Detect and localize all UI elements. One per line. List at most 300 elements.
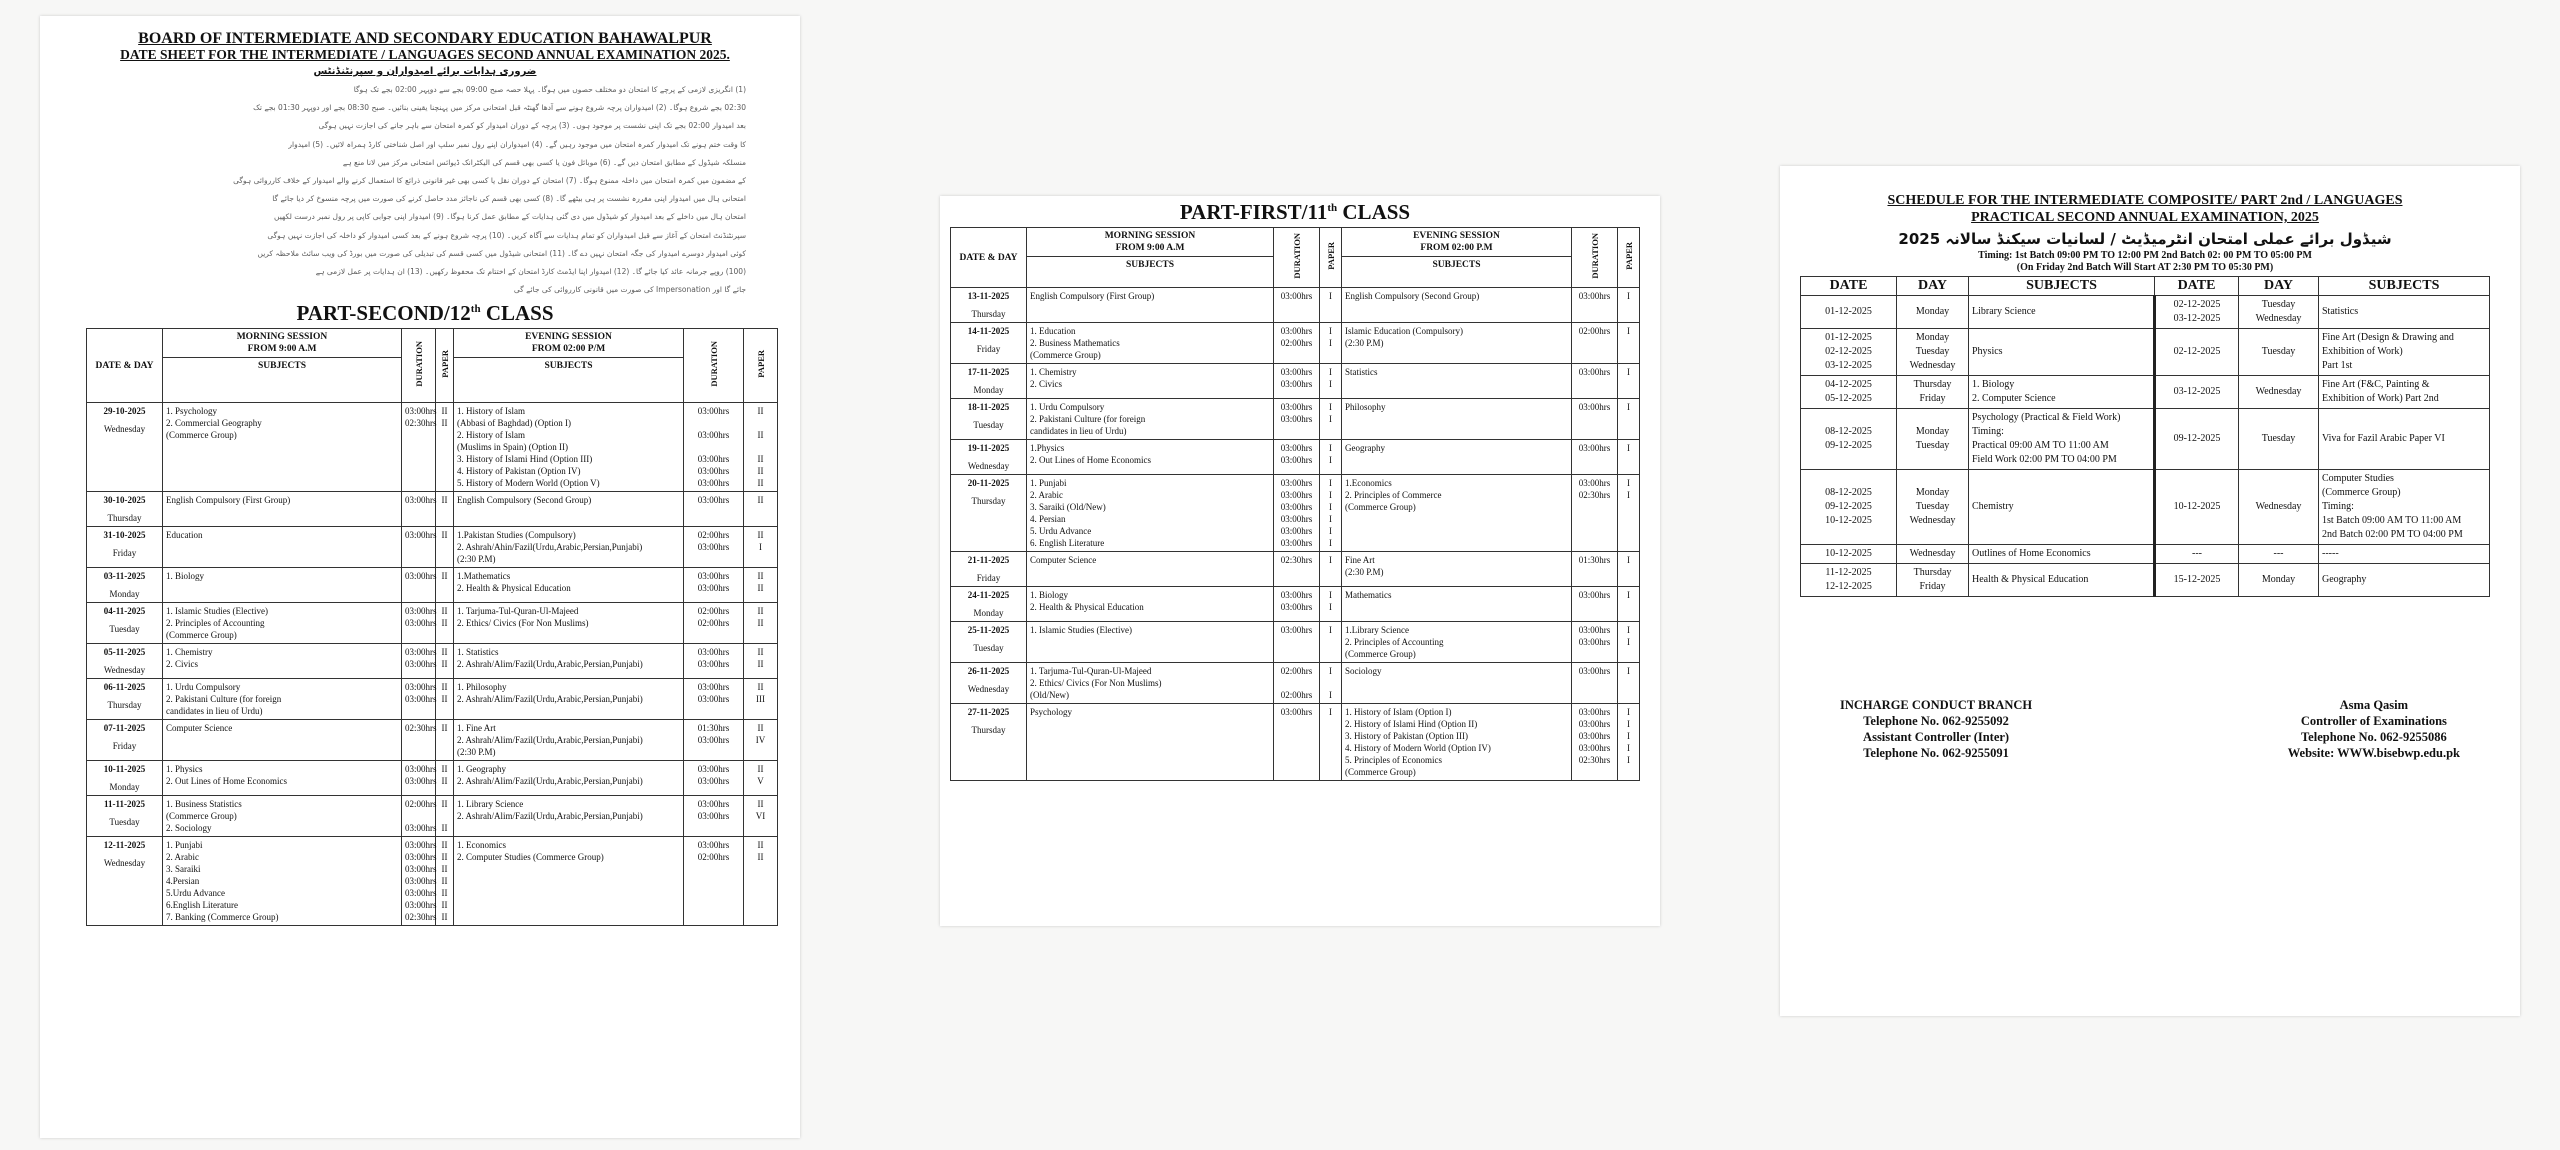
subjects-header: SUBJECTS <box>163 358 402 403</box>
day-cell: Wednesday <box>2239 376 2319 409</box>
morning-paper: II II <box>436 603 454 644</box>
subject-cell: Fine Art (F&C, Painting & Exhibition of Work) Part 2nd <box>2319 376 2490 409</box>
subject-cell: Geography <box>2319 564 2490 597</box>
exam-day: Tuesday <box>973 643 1004 653</box>
table-row <box>87 527 778 568</box>
practical-schedule-page <box>1780 166 2520 1016</box>
table-row <box>87 644 778 679</box>
exam-day: Tuesday <box>109 624 140 635</box>
evening-subjects: 1. Fine Art 2. Ashrah/Alim/Fazil(Urdu,Arabic,Persian,Punjabi) (2:30 P.M) <box>454 720 684 761</box>
evening-duration: 03:00hrs <box>1572 399 1618 440</box>
footer-line: INCHARGE CONDUCT BRANCH <box>1840 698 2033 712</box>
instruction-line: کوئی امیدوار دوسرے امیدوار کی جگہ امتحان نہیں دے گا۔ (11) امتحانی شیڈول میں کسی قسم کی تبدیلی کی صورت میں بورڈ کی ویب سائٹ ملاحظہ کریں <box>257 248 746 258</box>
incharge-conduct-branch <box>1840 697 2032 761</box>
subjects-header: SUBJECTS <box>454 358 684 403</box>
table-row <box>87 403 778 492</box>
date-cell: 01-12-2025 <box>1801 296 1897 329</box>
exam-date: 25-11-2025 <box>967 625 1010 635</box>
batch-timing: Timing: 1st Batch 09:00 PM TO 12:00 PM 2nd Batch 02: 00 PM TO 05:00 PM <box>1978 250 2312 261</box>
date-cell <box>951 704 1027 781</box>
part-first-table <box>950 227 1640 781</box>
morning-paper: II II <box>436 796 454 837</box>
column-header: DAY <box>2239 277 2319 296</box>
date-cell: --- <box>2155 545 2239 564</box>
exam-date: 29-10-2025 <box>103 406 146 417</box>
morning-duration: 03:00hrs 03:00hrs <box>402 761 436 796</box>
day-cell: Monday <box>1897 296 1969 329</box>
morning-subjects: 1. Physics 2. Out Lines of Home Economics <box>163 761 402 796</box>
evening-subjects: 1.Library Science 2. Principles of Accounting (Commerce Group) <box>1342 622 1572 663</box>
exam-date: 13-11-2025 <box>967 291 1010 301</box>
morning-paper: I <box>1320 704 1342 781</box>
date-cell: 09-12-2025 <box>2155 409 2239 470</box>
morning-subjects: 1. Punjabi 2. Arabic 3. Saraiki 4.Persian 5.Urdu Advance 6.English Literature 7. Banking (Commerce Group) <box>163 837 402 926</box>
schedule-title-line2: PRACTICAL SECOND ANNUAL EXAMINATION, 2025 <box>1971 210 2319 225</box>
exam-date: 10-11-2025 <box>103 764 146 775</box>
table-row <box>87 568 778 603</box>
evening-subjects: English Compulsory (Second Group) <box>454 492 684 527</box>
date-cell <box>87 492 163 527</box>
morning-subjects: Education <box>163 527 402 568</box>
exam-day: Friday <box>112 741 137 752</box>
evening-paper: I <box>1618 440 1640 475</box>
evening-duration: 03:00hrs <box>1572 440 1618 475</box>
date-cell <box>87 644 163 679</box>
instruction-line: (100) روپے جرمانہ عائد کیا جائے گا۔ (12) امیدوار اپنا ایڈمٹ کارڈ امتحان کے اختتام تک محفوظ رکھیں۔ (13) ان ہدایات پر عمل لازمی ہے <box>315 267 746 277</box>
evening-subjects: Islamic Education (Compulsory) (2:30 P.M) <box>1342 323 1572 364</box>
morning-paper: I I <box>1320 364 1342 399</box>
morning-subjects: 1. Psychology 2. Commercial Geography (Commerce Group) <box>163 403 402 492</box>
column-header: DATE <box>1801 277 1897 296</box>
subject-cell: Health & Physical Education <box>1969 564 2155 597</box>
evening-subjects: 1. Philosophy 2. Ashrah/Alim/Fazil(Urdu,Arabic,Persian,Punjabi) <box>454 679 684 720</box>
exam-date: 30-10-2025 <box>103 495 146 506</box>
table-row <box>951 364 1640 399</box>
evening-paper: I <box>1618 364 1640 399</box>
paper-header: PAPER <box>436 329 454 403</box>
schedule-title: SCHEDULE FOR THE INTERMEDIATE COMPOSITE/ PART 2nd / LANGUAGES <box>1887 193 2403 208</box>
instruction-line: کا وقت ختم ہونے تک امیدوار کمرہ امتحان میں موجود رہیں گے۔ (4) امیدواران اپنے رول نمبر سلپ اور اصل شناختی کارڈ ہمراہ لائیں۔ (5) امیدوار <box>288 139 746 149</box>
exam-date: 26-11-2025 <box>967 666 1010 676</box>
morning-paper: II <box>436 527 454 568</box>
morning-subjects: 1. Biology 2. Health & Physical Education <box>1027 587 1274 622</box>
table-row <box>87 492 778 527</box>
instruction-line: منسلکہ شیڈول کے مطابق امتحان دیں گے۔ (6) موبائل فون یا کسی بھی قسم کی الیکٹرانک ڈیوائس امتحانی مرکز میں لانا منع ہے <box>342 157 746 167</box>
morning-duration: 03:00hrs <box>402 568 436 603</box>
date-cell <box>87 603 163 644</box>
date-cell <box>951 288 1027 323</box>
morning-paper: II II <box>436 761 454 796</box>
footer-line: Controller of Examinations <box>2300 714 2447 728</box>
evening-paper: II II <box>744 568 778 603</box>
morning-subjects: English Compulsory (First Group) <box>163 492 402 527</box>
subject-cell: ----- <box>2319 545 2490 564</box>
morning-subjects: 1. Urdu Compulsory 2. Pakistani Culture (for foreign candidates in lieu of Urdu) <box>163 679 402 720</box>
instruction-line: امتحانی ہال میں امیدوار اپنی مقررہ نشست پر ہی بیٹھے گا۔ (8) کسی بھی قسم کی ناجائز مدد حاصل کرنے کی صورت میں پرچہ منسوخ کر دیا جائے گا <box>272 194 746 204</box>
exam-date: 17-11-2025 <box>967 367 1010 377</box>
morning-subjects: 1. Islamic Studies (Elective) <box>1027 622 1274 663</box>
subject-cell: Statistics <box>2319 296 2490 329</box>
exam-day: Wednesday <box>103 665 146 676</box>
board-title: BOARD OF INTERMEDIATE AND SECONDARY EDUCATION BAHAWALPUR <box>138 30 712 47</box>
morning-paper: I <box>1320 622 1342 663</box>
evening-duration: 03:00hrs <box>1572 663 1618 704</box>
morning-duration: 02:00hrs 02:00hrs <box>1274 663 1320 704</box>
date-cell: 02-12-2025 03-12-2025 <box>2155 296 2239 329</box>
exam-day: Thursday <box>971 309 1006 319</box>
evening-subjects: 1. History of Islam (Option I) 2. History of Islami Hind (Option II) 3. History of Pakistan (Option III) 4. History of Modern World (Option IV) 5. Principles of Economics (Commerce Group) <box>1342 704 1572 781</box>
evening-paper: I <box>1618 288 1640 323</box>
evening-session-header: EVENING SESSION FROM 02:00 P/M <box>454 329 684 358</box>
instruction-line: سپرنٹنڈنٹ امتحان کے آغاز سے قبل امیدواران کو تمام ہدایات سے آگاہ کریں۔ (10) پرچہ شروع ہونے کے بعد کسی امیدوار کو داخلہ کی اجازت نہیں ہوگی <box>267 230 746 240</box>
evening-duration: 01:30hrs 03:00hrs <box>684 720 744 761</box>
subject-cell: 1. Biology 2. Computer Science <box>1969 376 2155 409</box>
morning-duration: 03:00hrs <box>1274 704 1320 781</box>
table-row <box>951 622 1640 663</box>
table-row <box>951 323 1640 364</box>
evening-duration: 03:00hrs 03:00hrs <box>684 796 744 837</box>
evening-paper: I <box>1618 587 1640 622</box>
date-cell: 15-12-2025 <box>2155 564 2239 597</box>
table-row <box>1801 296 2490 329</box>
morning-paper: I I <box>1320 399 1342 440</box>
evening-duration: 03:00hrs 03:00hrs <box>684 568 744 603</box>
exam-date: 27-11-2025 <box>967 707 1010 717</box>
exam-day: Wednesday <box>967 684 1010 694</box>
morning-paper: I <box>1320 552 1342 587</box>
exam-date: 20-11-2025 <box>967 478 1010 488</box>
date-cell: 08-12-2025 09-12-2025 10-12-2025 <box>1801 470 1897 545</box>
instruction-line: 02:30 بجے شروع ہوگا۔ (2) امیدواران پرچہ شروع ہونے سے آدھا گھنٹہ قبل امتحانی مرکز میں پہنچنا یقینی بنائیں۔ صبح 08:30 بجے اور دوپہر 01:30 بجے تک <box>253 103 746 113</box>
date-cell <box>951 399 1027 440</box>
morning-duration: 03:00hrs 03:00hrs <box>1274 440 1320 475</box>
evening-duration: 01:30hrs <box>1572 552 1618 587</box>
date-cell <box>87 679 163 720</box>
subjects-header: SUBJECTS <box>1342 257 1572 288</box>
exam-day: Tuesday <box>973 420 1004 430</box>
evening-paper: II II <box>744 837 778 926</box>
exam-date: 12-11-2025 <box>103 840 146 851</box>
day-cell: Wednesday <box>1897 545 1969 564</box>
evening-subjects: Philosophy <box>1342 399 1572 440</box>
morning-duration: 03:00hrs 03:00hrs <box>1274 364 1320 399</box>
morning-duration: 02:00hrs 03:00hrs <box>402 796 436 837</box>
exam-date: 04-11-2025 <box>103 606 146 617</box>
duration-header: DURATION <box>1572 228 1618 288</box>
evening-duration: 03:00hrs 03:00hrs 03:00hrs 03:00hrs 02:30hrs <box>1572 704 1618 781</box>
exam-day: Monday <box>109 782 140 793</box>
evening-paper: II II <box>744 603 778 644</box>
exam-day: Wednesday <box>967 461 1010 471</box>
instruction-line: (1) انگریزی لازمی کے پرچے کا امتحان دو مختلف حصوں میں ہوگا۔ پہلا حصہ صبح 09:00 بجے سے دوپہر 02:00 بجے تک ہوگا <box>353 85 746 94</box>
morning-subjects: Psychology <box>1027 704 1274 781</box>
date-cell <box>87 761 163 796</box>
subject-cell: Library Science <box>1969 296 2155 329</box>
date-cell <box>951 587 1027 622</box>
table-row <box>951 704 1640 781</box>
evening-paper: I I <box>1618 475 1640 552</box>
morning-duration: 02:30hrs <box>402 720 436 761</box>
footer-line: Telephone No. 062-9255091 <box>1863 746 2009 760</box>
morning-paper: II II <box>436 644 454 679</box>
day-cell: Thursday Friday <box>1897 564 1969 597</box>
evening-subjects: 1. History of Islam (Abbasi of Baghdad) (Option I) 2. History of Islam (Muslims in Spain) (Option II) 3. History of Islami Hind (Option III) 4. History of Pakistan (Option IV) 5. History of Modern World (Option V) <box>454 403 684 492</box>
morning-paper: I I <box>1320 323 1342 364</box>
footer-line: Telephone No. 062-9255092 <box>1863 714 2009 728</box>
column-header: DATE <box>2155 277 2239 296</box>
evening-duration: 03:00hrs <box>684 492 744 527</box>
date-cell <box>951 663 1027 704</box>
exam-date: 07-11-2025 <box>103 723 146 734</box>
morning-paper: I I <box>1320 440 1342 475</box>
date-cell: 01-12-2025 02-12-2025 03-12-2025 <box>1801 329 1897 376</box>
evening-subjects: 1. Geography 2. Ashrah/Alim/Fazil(Urdu,Arabic,Persian,Punjabi) <box>454 761 684 796</box>
table-row <box>951 399 1640 440</box>
evening-subjects: Statistics <box>1342 364 1572 399</box>
morning-duration: 03:00hrs 02:00hrs <box>1274 323 1320 364</box>
date-day-header: DATE & DAY <box>951 228 1027 288</box>
morning-paper: II II <box>436 679 454 720</box>
morning-subjects: 1. Biology <box>163 568 402 603</box>
exam-date: 11-11-2025 <box>103 799 145 810</box>
duration-header: DURATION <box>402 329 436 403</box>
day-cell: Tuesday <box>2239 409 2319 470</box>
subject-cell: Fine Art (Design & Drawing and Exhibition of Work) Part 1st <box>2319 329 2490 376</box>
evening-paper: I <box>1618 552 1640 587</box>
table-row <box>951 663 1640 704</box>
duration-header: DURATION <box>1274 228 1320 288</box>
evening-subjects: English Compulsory (Second Group) <box>1342 288 1572 323</box>
evening-duration: 02:00hrs <box>1572 323 1618 364</box>
evening-paper: II II <box>744 644 778 679</box>
day-cell: Tuesday Wednesday <box>2239 296 2319 329</box>
morning-duration: 03:00hrs <box>1274 288 1320 323</box>
evening-duration: 03:00hrs 03:00hrs <box>1572 622 1618 663</box>
evening-paper: II II II II II <box>744 403 778 492</box>
date-cell <box>87 403 163 492</box>
exam-day: Wednesday <box>103 424 146 435</box>
evening-subjects: 1.Pakistan Studies (Compulsory) 2. Ashrah/Ahin/Fazil(Urdu,Arabic,Persian,Punjabi) (2:30 P.M) <box>454 527 684 568</box>
evening-duration: 03:00hrs 03:00hrs 03:00hrs 03:00hrs 03:00hrs <box>684 403 744 492</box>
evening-duration: 03:00hrs <box>1572 587 1618 622</box>
table-row <box>87 603 778 644</box>
table-row <box>1801 329 2490 376</box>
morning-paper: I I <box>1320 663 1342 704</box>
evening-subjects: 1.Mathematics 2. Health & Physical Education <box>454 568 684 603</box>
footer-line: Telephone No. 062-9255086 <box>2300 730 2447 744</box>
morning-duration: 03:00hrs 03:00hrs <box>402 679 436 720</box>
exam-date: 18-11-2025 <box>967 402 1010 412</box>
date-cell: 04-12-2025 05-12-2025 <box>1801 376 1897 409</box>
date-cell: 11-12-2025 12-12-2025 <box>1801 564 1897 597</box>
exam-day: Friday <box>112 548 137 559</box>
exam-date: 06-11-2025 <box>103 682 146 693</box>
evening-paper: II <box>744 492 778 527</box>
evening-paper: I <box>1618 323 1640 364</box>
date-cell: 10-12-2025 <box>1801 545 1897 564</box>
exam-date: 19-11-2025 <box>967 443 1010 453</box>
morning-paper: II II <box>436 403 454 492</box>
morning-paper: I I <box>1320 587 1342 622</box>
exam-day: Monday <box>109 589 140 600</box>
date-cell <box>951 622 1027 663</box>
exam-day: Monday <box>973 608 1004 618</box>
morning-subjects: 1. Business Statistics (Commerce Group) 2. Sociology <box>163 796 402 837</box>
exam-date: 31-10-2025 <box>103 530 146 541</box>
evening-duration: 02:00hrs 03:00hrs <box>684 527 744 568</box>
morning-paper: II II II II II II II <box>436 837 454 926</box>
morning-subjects: 1. Chemistry 2. Civics <box>163 644 402 679</box>
morning-session-header: MORNING SESSION FROM 9:00 A.M <box>1027 228 1274 257</box>
morning-session-header: MORNING SESSION FROM 9:00 A.M <box>163 329 402 358</box>
morning-paper: II <box>436 568 454 603</box>
exam-date: 24-11-2025 <box>967 590 1010 600</box>
urdu-schedule-title: شیڈول برائے عملی امتحان انٹرمیڈیٹ / لسانیات سیکنڈ سالانہ 2025 <box>1898 230 2392 248</box>
urdu-instructions-heading: ضروری ہدایات برائے امیدواران و سپرنٹنڈنٹس <box>313 66 537 77</box>
day-cell: Monday Tuesday Wednesday <box>1897 470 1969 545</box>
exam-day: Wednesday <box>103 858 146 869</box>
table-row <box>87 837 778 926</box>
date-cell <box>87 568 163 603</box>
instruction-line: امتحان ہال میں داخلے کے بعد امیدوار کو شیڈول میں دی گئی ہدایات کے مطابق عمل کرنا ہوگا۔ (9) امیدوار اپنی جوابی کاپی پر رول نمبر درست لکھیں <box>274 212 746 222</box>
evening-duration: 03:00hrs 03:00hrs <box>684 644 744 679</box>
evening-paper: II V <box>744 761 778 796</box>
evening-paper: II I <box>744 527 778 568</box>
exam-day: Thursday <box>107 513 142 524</box>
footer-line: Asma Qasim <box>2339 698 2409 712</box>
date-day-header: DATE & DAY <box>87 329 163 403</box>
urdu-instructions <box>92 81 758 299</box>
table-row <box>951 475 1640 552</box>
exam-day: Thursday <box>107 700 142 711</box>
date-cell: 10-12-2025 <box>2155 470 2239 545</box>
class-title-11th: PART-FIRST/11th CLASS <box>1179 200 1411 224</box>
datesheet-part-first-page <box>940 196 1660 926</box>
morning-subjects: 1. Chemistry 2. Civics <box>1027 364 1274 399</box>
exam-date: 14-11-2025 <box>967 326 1010 336</box>
morning-duration: 03:00hrs 03:00hrs <box>402 644 436 679</box>
duration-header: DURATION <box>684 329 744 403</box>
evening-paper: II VI <box>744 796 778 837</box>
table-row <box>87 761 778 796</box>
part-second-table <box>86 328 778 926</box>
morning-duration: 03:00hrs 03:00hrs <box>1274 587 1320 622</box>
evening-paper: II III <box>744 679 778 720</box>
evening-duration: 03:00hrs 02:00hrs <box>684 837 744 926</box>
controller-of-examinations <box>2288 697 2460 761</box>
date-cell <box>951 323 1027 364</box>
morning-duration: 02:30hrs <box>1274 552 1320 587</box>
evening-subjects: 1. Economics 2. Computer Studies (Commerce Group) <box>454 837 684 926</box>
instruction-line: جائے گا اور Impersonation کی صورت میں قانونی کارروائی کی جائے گی <box>513 285 746 295</box>
paper-header: PAPER <box>1618 228 1640 288</box>
column-header: DAY <box>1897 277 1969 296</box>
exam-day: Tuesday <box>109 817 140 828</box>
subject-cell: Computer Studies (Commerce Group) Timing: 1st Batch 09:00 AM TO 11:00 AM 2nd Batch 02:00 PM TO 04:00 PM <box>2319 470 2490 545</box>
morning-subjects: 1. Tarjuma-Tul-Quran-Ul-Majeed 2. Ethics/ Civics (For Non Muslims) (Old/New) <box>1027 663 1274 704</box>
morning-paper: II <box>436 720 454 761</box>
table-row <box>1801 470 2490 545</box>
subject-cell: Viva for Fazil Arabic Paper VI <box>2319 409 2490 470</box>
table-row <box>87 796 778 837</box>
class-title-12th: PART-SECOND/12th CLASS <box>296 301 554 326</box>
evening-subjects: Mathematics <box>1342 587 1572 622</box>
evening-subjects: 1. Statistics 2. Ashrah/Alim/Fazil(Urdu,Arabic,Persian,Punjabi) <box>454 644 684 679</box>
evening-subjects: Fine Art (2:30 P.M) <box>1342 552 1572 587</box>
table-row <box>1801 545 2490 564</box>
evening-duration: 03:00hrs 03:00hrs <box>684 761 744 796</box>
evening-duration: 03:00hrs 03:00hrs <box>684 679 744 720</box>
date-cell <box>951 552 1027 587</box>
exam-day: Thursday <box>971 496 1006 506</box>
exam-day: Thursday <box>971 725 1006 735</box>
table-row <box>951 288 1640 323</box>
datesheet-subtitle: DATE SHEET FOR THE INTERMEDIATE / LANGUAGES SECOND ANNUAL EXAMINATION 2025. <box>120 47 730 62</box>
paper-header: PAPER <box>744 329 778 403</box>
morning-paper: I I I I I I <box>1320 475 1342 552</box>
date-cell: 08-12-2025 09-12-2025 <box>1801 409 1897 470</box>
paper-header: PAPER <box>1320 228 1342 288</box>
evening-paper: I <box>1618 663 1640 704</box>
column-header: SUBJECTS <box>2319 277 2490 296</box>
evening-subjects: Geography <box>1342 440 1572 475</box>
morning-subjects: 1.Physics 2. Out Lines of Home Economics <box>1027 440 1274 475</box>
exam-date: 21-11-2025 <box>967 555 1010 565</box>
subject-cell: Physics <box>1969 329 2155 376</box>
morning-duration: 03:00hrs 03:00hrs <box>1274 399 1320 440</box>
evening-duration: 02:00hrs 02:00hrs <box>684 603 744 644</box>
table-row <box>951 587 1640 622</box>
evening-session-header: EVENING SESSION FROM 02:00 P.M <box>1342 228 1572 257</box>
day-cell: Monday Tuesday <box>1897 409 1969 470</box>
datesheet-part-second-page <box>40 16 800 1138</box>
morning-duration: 03:00hrs 03:00hrs <box>402 603 436 644</box>
table-row <box>87 720 778 761</box>
evening-paper: I I I I I <box>1618 704 1640 781</box>
table-row <box>951 440 1640 475</box>
date-cell <box>951 475 1027 552</box>
day-cell: Wednesday <box>2239 470 2319 545</box>
date-cell: 03-12-2025 <box>2155 376 2239 409</box>
table-row <box>951 552 1640 587</box>
date-cell <box>87 527 163 568</box>
date-cell <box>87 837 163 926</box>
morning-subjects: 1. Islamic Studies (Elective) 2. Principles of Accounting (Commerce Group) <box>163 603 402 644</box>
table-row <box>87 679 778 720</box>
subject-cell: Outlines of Home Economics <box>1969 545 2155 564</box>
instruction-line: بعد امیدوار 02:00 بجے تک اپنی نشست پر موجود ہوں۔ (3) پرچہ کے دوران امیدوار کو کمرہ امتحان سے باہر جانے کی اجازت نہیں ہوگی <box>318 121 746 131</box>
morning-subjects: Computer Science <box>163 720 402 761</box>
table-row <box>1801 409 2490 470</box>
subject-cell: Psychology (Practical & Field Work) Timing: Practical 09:00 AM TO 11:00 AM Field Work 02:00 PM TO 04:00 PM <box>1969 409 2155 470</box>
morning-paper: II <box>436 492 454 527</box>
evening-subjects: Sociology <box>1342 663 1572 704</box>
exam-date: 03-11-2025 <box>103 571 146 582</box>
day-cell: Tuesday <box>2239 329 2319 376</box>
subjects-header: SUBJECTS <box>1027 257 1274 288</box>
morning-paper: I <box>1320 288 1342 323</box>
morning-subjects: 1. Education 2. Business Mathematics (Commerce Group) <box>1027 323 1274 364</box>
evening-subjects: 1. Library Science 2. Ashrah/Alim/Fazil(Urdu,Arabic,Persian,Punjabi) <box>454 796 684 837</box>
evening-paper: II IV <box>744 720 778 761</box>
exam-day: Friday <box>976 573 1001 583</box>
morning-duration: 03:00hrs 03:00hrs 03:00hrs 03:00hrs 03:00hrs 03:00hrs <box>1274 475 1320 552</box>
date-cell <box>87 720 163 761</box>
subject-cell: Chemistry <box>1969 470 2155 545</box>
date-cell <box>951 364 1027 399</box>
evening-paper: I <box>1618 399 1640 440</box>
day-cell: Monday Tuesday Wednesday <box>1897 329 1969 376</box>
